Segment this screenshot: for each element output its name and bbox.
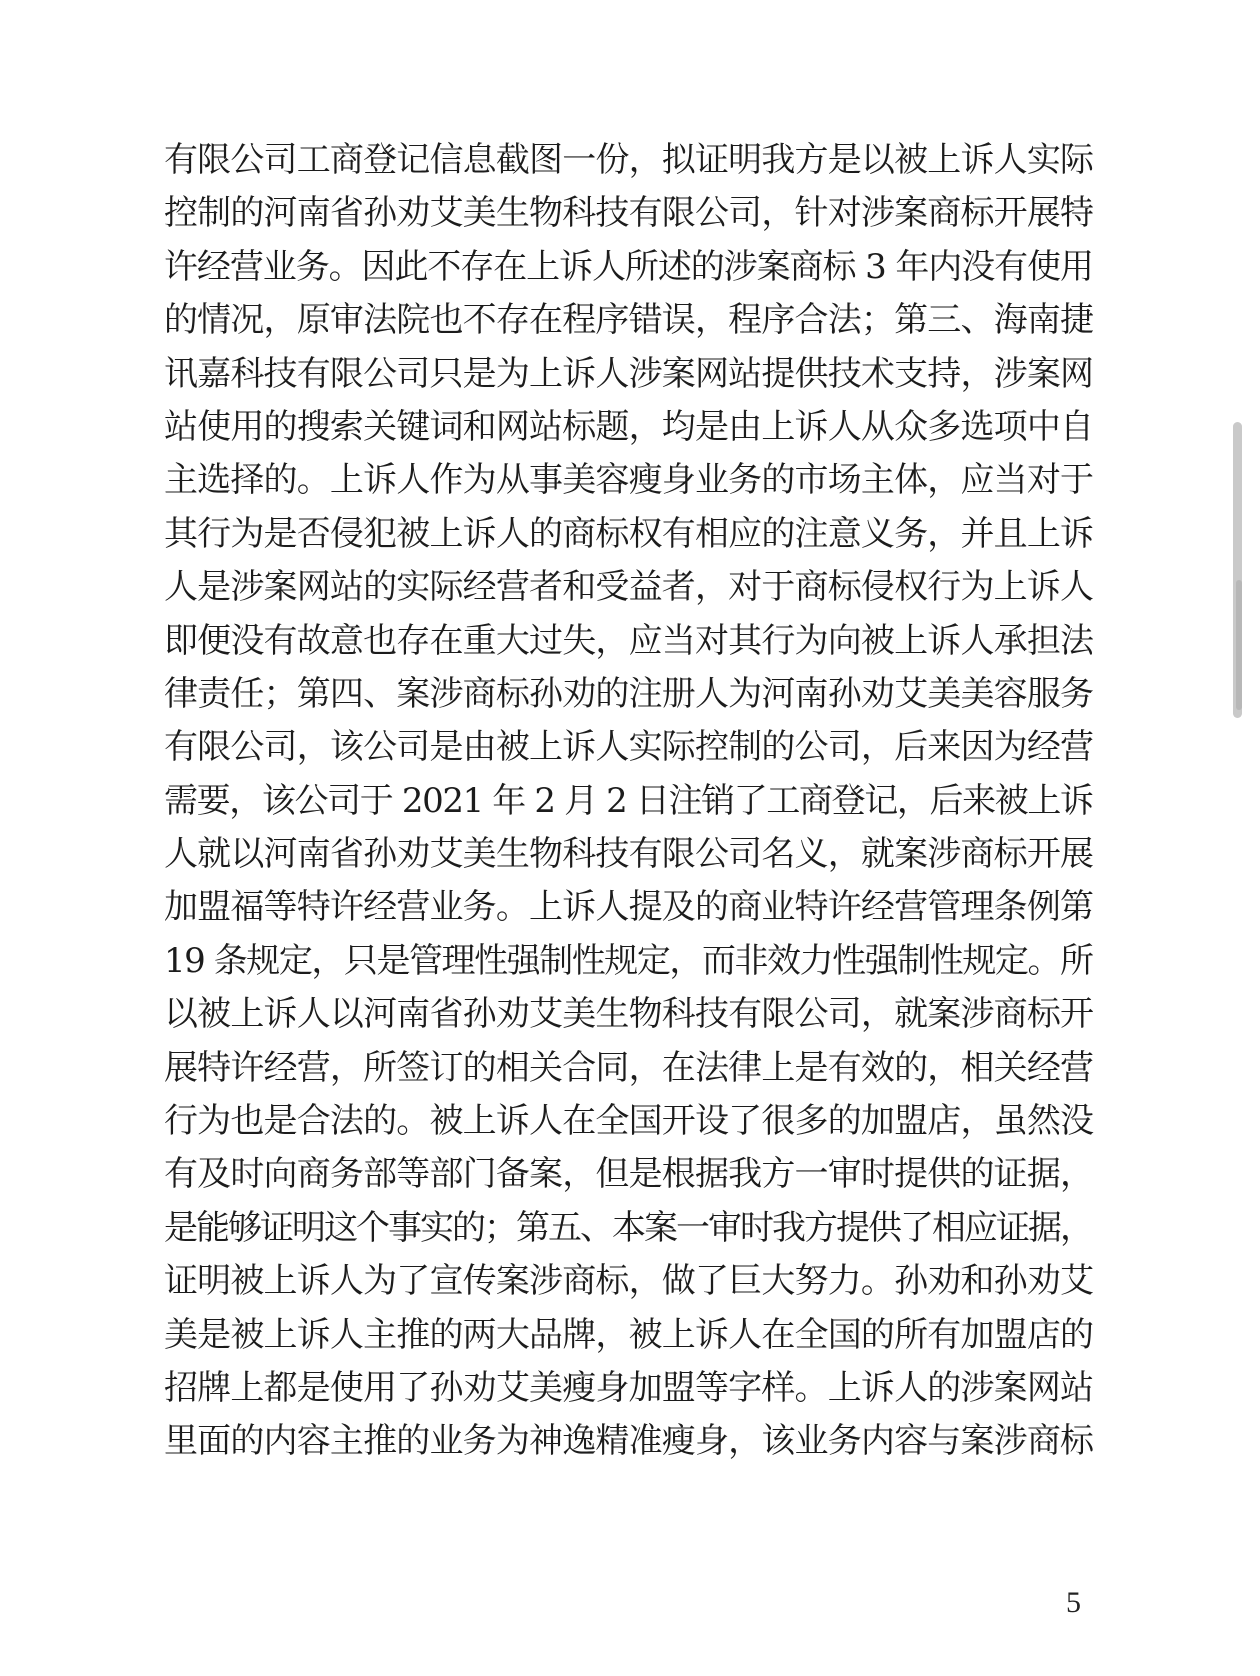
- text-line: 需要，该公司于 2021 年 2 月 2 日注销了工商登记，后来被上诉: [164, 780, 1093, 821]
- text-line: 展特许经营，所签订的相关合同，在法律上是有效的，相关经营: [164, 1047, 1094, 1088]
- text-line: 讯嘉科技有限公司只是为上诉人涉案网站提供技术支持，涉案网: [164, 353, 1094, 394]
- text-line: 即便没有故意也存在重大过失，应当对其行为向被上诉人承担法: [164, 620, 1094, 661]
- text-line: 招牌上都是使用了孙劝艾美瘦身加盟等字样。上诉人的涉案网站: [164, 1367, 1094, 1408]
- scrollbar-thumb-grip[interactable]: [1236, 580, 1242, 710]
- text-line: 有及时向商务部等部门备案，但是根据我方一审时提供的证据，: [164, 1154, 1094, 1195]
- text-line: 的情况，原审法院也不存在程序错误，程序合法；第三、海南捷: [164, 300, 1094, 341]
- text-line: 许经营业务。因此不存在上诉人所述的涉案商标 3 年内没有使用: [164, 246, 1093, 287]
- body-text: [164, 134, 1094, 1469]
- text-line: 行为也是合法的。被上诉人在全国开设了很多的加盟店，虽然没: [164, 1101, 1094, 1142]
- text-line: 有限公司，该公司是由被上诉人实际控制的公司，后来因为经营: [164, 727, 1094, 768]
- text-line: 其行为是否侵犯被上诉人的商标权有相应的注意义务，并且上诉: [164, 513, 1094, 554]
- text-line: 人是涉案网站的实际经营者和受益者，对于商标侵权行为上诉人: [164, 567, 1094, 608]
- page-number: 5: [1066, 1586, 1081, 1619]
- text-line: 主选择的。上诉人作为从事美容瘦身业务的市场主体，应当对于: [164, 460, 1094, 501]
- text-line: 是能够证明这个事实的；第五、本案一审时我方提供了相应证据，: [164, 1207, 1092, 1248]
- text-line: 控制的河南省孙劝艾美生物科技有限公司，针对涉案商标开展特: [164, 193, 1094, 234]
- text-line: 里面的内容主推的业务为神逸精准瘦身，该业务内容与案涉商标: [164, 1421, 1094, 1462]
- text-line: 站使用的搜索关键词和网站标题，均是由上诉人从众多选项中自: [164, 406, 1094, 447]
- text-line: 加盟福等特许经营业务。上诉人提及的商业特许经营管理条例第: [164, 887, 1094, 928]
- text-line: 人就以河南省孙劝艾美生物科技有限公司名义，就案涉商标开展: [164, 834, 1094, 875]
- text-line: 19 条规定，只是管理性强制性规定，而非效力性强制性规定。所: [164, 940, 1093, 981]
- text-line: 美是被上诉人主推的两大品牌，被上诉人在全国的所有加盟店的: [164, 1314, 1094, 1355]
- text-line: 律责任；第四、案涉商标孙劝的注册人为河南孙劝艾美美容服务: [164, 673, 1094, 714]
- text-line: 证明被上诉人为了宣传案涉商标，做了巨大努力。孙劝和孙劝艾: [164, 1261, 1094, 1302]
- text-line: 有限公司工商登记信息截图一份，拟证明我方是以被上诉人实际: [164, 140, 1094, 180]
- text-line: 以被上诉人以河南省孙劝艾美生物科技有限公司，就案涉商标开: [164, 994, 1094, 1035]
